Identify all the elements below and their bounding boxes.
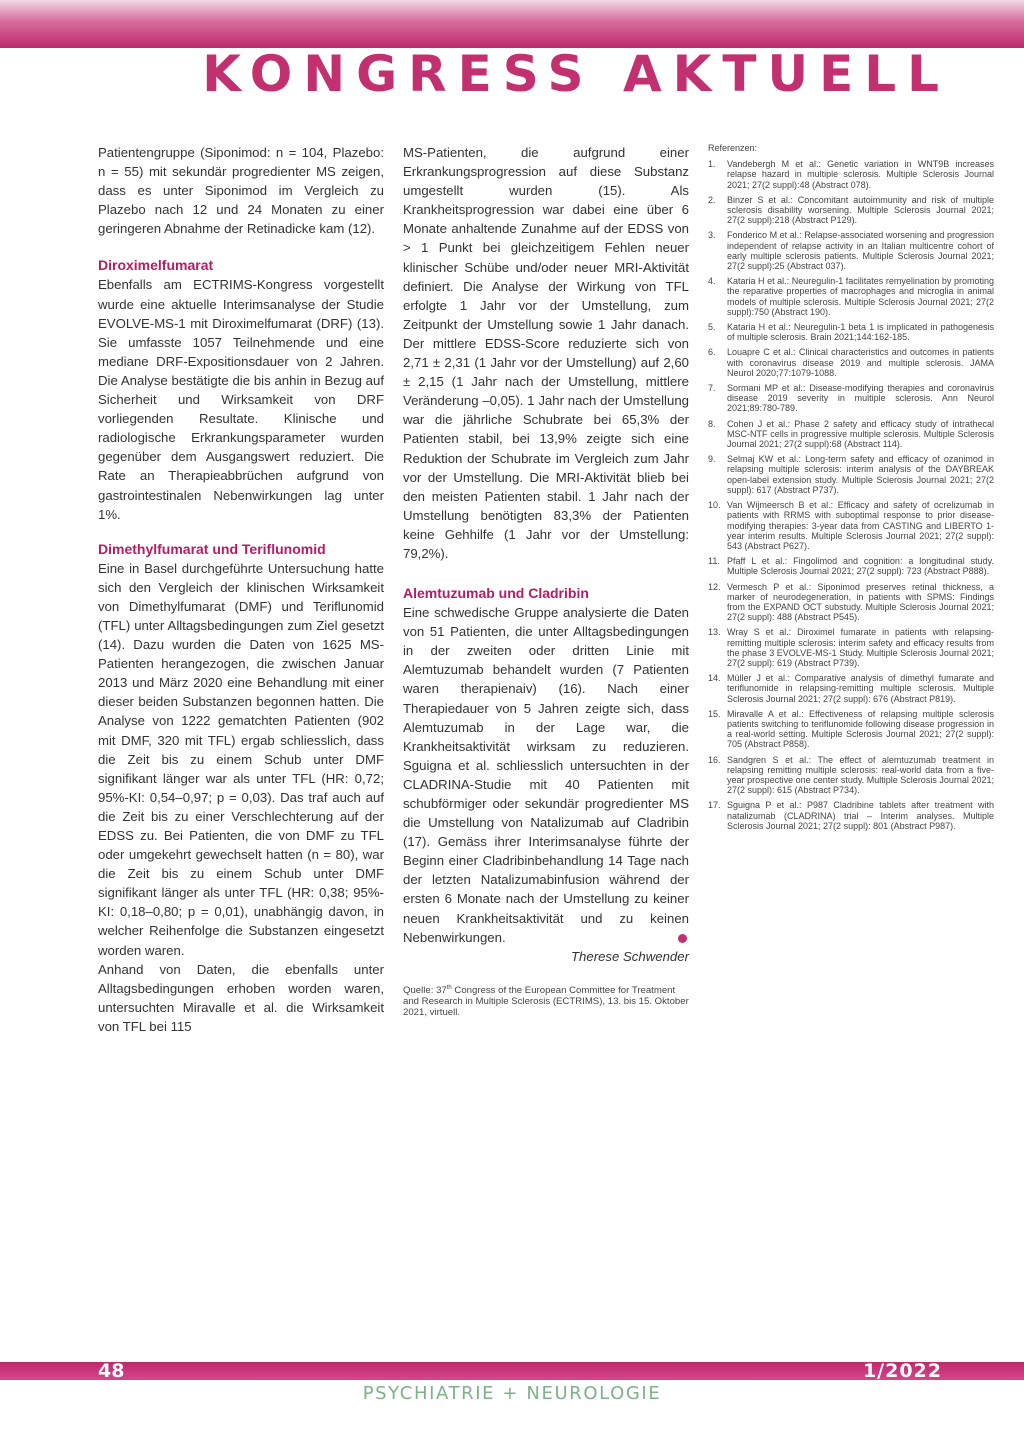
reference-item [708,383,994,414]
reference-number: 4. [708,276,716,287]
reference-text: Müller J et al.: Comparative analysis of dimethyl fumarate and teriflunomide in relapsing-remitting multiple sclerosis. Multiple Sclerosis Journal 2021; 27(2 suppl): 676 (Abstract P819). [727,673,994,704]
reference-item [708,673,994,704]
reference-number: 17. [708,800,721,811]
reference-text: Binzer S et al.: Concomitant autoimmunity and risk of multiple sclerosis disability worsening. Multiple Sclerosis Journal 2021; 27(2 suppl):218 (Abstract P129). [727,194,994,226]
reference-text: Fonderico M et al.: Relapse-associated worsening and progression independent of relapse activity in an Italian multicentre cohort of early multiple sclerosis patients. Multiple Sclerosis Journal 2021; 27(2 suppl):25 (Abstract 037). [727,230,994,272]
journal-name: PSYCHIATRIE + NEUROLOGIE [362,1383,662,1404]
reference-number: 16. [708,754,721,765]
reference-list [708,159,994,831]
reference-item [708,500,994,551]
reference-item [708,195,994,226]
source-sup: th [446,984,452,991]
reference-item [708,627,994,668]
reference-text: Kataria H et al.: Neuregulin-1 facilitates remyelination by promoting the reparative properties of macrophages and microglia in animal models of multiple sclerosis. Multiple Sclerosis Journal 2021; 27(2 suppl):750 (Abstract 190). [727,276,994,317]
reference-text: Vandebergh M et al.: Genetic variation in WNT9B increases relapse hazard in multiple sclerosis. Multiple Sclerosis Journal 2021; 27(2 suppl):48 (Abstract 078). [727,159,994,190]
reference-text: Van Wijmeersch B et al.: Efficacy and safety of ocrelizumab in patients with RRMS with suboptimal response to prior disease-modifying therapies: 3-year data from CASTING and LIBERTO 1-year interim results. Multiple Sclerosis Journal 2021; 27(2 suppl): 543 (Abstract P627). [727,500,994,551]
reference-number: 2. [708,194,716,205]
reference-number: 11. [708,556,720,567]
reference-item [708,322,994,342]
reference-number: 3. [708,230,716,241]
reference-number: 15. [708,708,721,719]
header-bar [0,0,1024,48]
reference-number: 1. [708,159,716,170]
end-of-article-dot-icon [678,934,687,943]
paragraph-teriflunomid: Anhand von Daten, die ebenfalls unter Alltagsbedingungen erhoben worden waren, untersuchten Miravalle et al. die Wirksamkeit von TFL bei 115 [98,961,384,1034]
reference-number: 5. [708,322,716,333]
reference-item [708,276,994,317]
reference-number: 12. [708,581,721,592]
reference-text: Sandgren S et al.: The effect of alemtuzumab treatment in relapsing remitting multiple sclerosis: real-world data from a five-year prospective one center study. Multiple Sclerosis Journal 2021; 27(2 suppl): 615 (Abstract P734). [727,754,994,796]
reference-text: Cohen J et al.: Phase 2 safety and efficacy study of intrathecal MSC-NTF cells in progressive multiple sclerosis. Multiple Sclerosis Journal 2021; 27(2 suppl):68 (Abstract 114). [727,418,994,450]
article-column-2 [403,143,689,1018]
reference-text: Kataria H et al.: Neuregulin-1 beta 1 is implicated in pathogenesis of multiple sclerosis. Brain 2021;144:162-185. [727,322,994,343]
source-note [403,983,689,1018]
reference-text: Miravalle A et al.: Effectiveness of relapsing multiple sclerosis patients switching to teriflunomide following disease progression in a real-world setting. Multiple Sclerosis Journal 2021; 27(2 suppl): 705 (Abstract P858). [727,708,994,750]
heading-diroximelfumarat: Diroximelfumarat [98,257,214,274]
article-column-1 [98,143,384,1036]
reference-item [708,755,994,796]
reference-text: Vermesch P et al.: Siponimod preserves retinal thickness, a marker of neurodegeneration, in patients with SPMS: Findings from the EXPAND OCT substudy. Multiple Sclerosis Journal 2021; 27(2 suppl): 488 (Abstract P545). [727,581,994,623]
paragraph-alemtuzumab-wrap [403,603,689,947]
reference-item [708,230,994,271]
heading-dimethylfumarat: Dimethylfumarat und Teriflunomid [98,540,326,557]
paragraph-dimethylfumarat: Eine in Basel durchgeführte Untersuchung hatte sich den Vergleich der klinischen Wirksamkeit von Dimethylfumarat (DMF) und Teriflunomid (TFL) unter Alltagsbedingungen zum Ziel gesetzt (14). Dazu wurden die Daten von 1625 MS-Patienten herangezogen, die zwischen Januar 2013 und März 2020 eine Behandlung mit einer dieser beiden Substanzen begonnen hatten. Die Analyse von 1222 gematchten Patienten (902 mit DMF, 320 mit TFL) ergab schliesslich, dass die Zeit bis zu einem Schub unter DMF signifikant länger war als unter TFL (HR: 0,72; 95%-KI: 0,54–0,97; p = 0,03). Das traf auch auf die Zeit bis zu einer Verschlechterung auf der EDSS zu. Bei Patienten, die von DMF zu TFL oder umgekehrt gewechselt hatten (n = 80), war die Zeit bis zu einem Schub unter DMF signifikant länger als unter TFL (HR: 0,38; 95%-KI: 0,18–0,80; p = 0,01), unabhängig davon, in welcher Reihenfolge die Substanzen eingesetzt worden waren. [98,560,384,958]
reference-item [708,347,994,378]
paragraph-tfl-switch: MS-Patienten, die aufgrund einer Erkrankungsprogression auf diese Substanz umgestellt wurden (15). Als Krankheitsprogression war dabei eine über 6 Monate anhaltende Zunahme auf der EDSS von > 1 Punkt bei gleichzeitigem Fehlen neuer klinischer Schübe und/oder neuer MRI-Aktivität definiert. Die Analyse der Wirkung von TFL erfolgte 1 Jahr vor der Umstellung, zum Zeitpunkt der Umstellung sowie 1 Jahr danach. Der mittlere EDSS-Score reduzierte sich von 2,71 ± 2,31 (1 Jahr vor der Umstellung) auf 2,60 ± 2,15 (1 Jahr nach der Umstellung, mittlere Veränderung –0,05). 1 Jahr nach der Umstellung war die jährliche Schubrate bei 65,3% der Patienten stabil, bei 13,9% zeigte sich eine Reduktion der Schubrate im Vergleich zum Jahr vor der Umstellung. Die MRI-Aktivität blieb bei den meisten Patienten stabil. 1 Jahr nach der Umstellung benötigten 83,3% der Patienten keine Gehhilfe (1 Jahr vor der Umstellung: 79,2%). [403,145,689,561]
author: Therese Schwender [570,948,689,964]
reference-text: Sguigna P et al.: P987 Cladribine tablets after treatment with natalizumab (CLADRINA) trial – Interim analyses. Multiple Sclerosis Journal 2021; 27(2 suppl): 801 (Abstract P987). [727,800,994,831]
heading-alemtuzumab: Alemtuzumab und Cladribin [403,585,589,602]
reference-item [708,709,994,750]
references [708,143,994,836]
paragraph-diroximelfumarat: Ebenfalls am ECTRIMS-Kongress vorgestellt wurde eine aktuelle Interimsanalyse der Studie EVOLVE-MS-1 mit Diroximelfumarat (DRF) (13). Sie umfasste 1057 Teilnehmende und eine mediane DRF-Expositionsdauer von 2 Jahren. Die Analyse bestätigte die bis anhin in Bezug auf Sicherheit und Wirksamkeit von DRF vorliegenden Resultate. Klinische und radiologische Erkrankungsparameter wurden gegenüber dem Ausgangswert reduziert. Die Rate an Therapieabbrüchen aufgrund von gastrointestinalen Nebenwirkungen lag unter 1%. [98,277,384,522]
source-rest: Congress of the European Committee for Treatment and Research in Multiple Sclerosis (ECTRIMS), 13. bis 15. Oktober 2021, virtuell. [403,985,689,1019]
section-title: KONGRESS AKTUELL [202,45,950,103]
reference-item [708,419,994,450]
reference-item [708,556,994,576]
reference-item [708,800,994,831]
reference-text: Pfaff L et al.: Fingolimod and cognition: a longitudinal study. Multiple Sclerosis Journal 2021; 27(2 suppl): 723 (Abstract P888). [727,556,994,577]
reference-text: Louapre C et al.: Clinical characteristics and outcomes in patients with coronavirus disease 2019 and multiple sclerosis. JAMA Neurol 2020;77:1079-1088. [727,347,994,378]
reference-number: 9. [708,454,716,465]
references-title: Referenzen: [708,143,758,153]
reference-number: 8. [708,418,716,429]
paragraph-siponimod: Patientengruppe (Siponimod: n = 104, Plazebo: n = 55) mit sekundär progredienter MS zeigen, dass es unter Siponimod im Vergleich zu Plazebo nach 12 und 24 Monaten zu einer geringeren Abnahme der Retinadicke kam (12). [98,145,384,237]
reference-item [708,582,994,623]
reference-item [708,159,994,190]
reference-number: 6. [708,347,716,358]
source-prefix: Quelle: 37 [403,985,447,997]
issue-number: 1/2022 [862,1360,942,1382]
paragraph-alemtuzumab: Eine schwedische Gruppe analysierte die Daten von 51 Patienten, die unter Alltagsbedingungen in der zweiten oder dritten Linie mit Alemtuzumab behandelt wurden (7 Patienten waren therapienaiv) (16). Nach einer Therapiedauer von 5 Jahren zeigte sich, dass Alemtuzumab in der Lage war, die Krankheitsaktivität wirksam zu reduzieren. Sguigna et al. schliesslich untersuchten in der CLADRINA-Studie mit 40 Patienten mit schubförmiger oder sekundär progredienter MS die Umstellung von Natalizumab auf Cladribin (17). Gemäss ihrer Interimsanalyse führte der Beginn einer Cladribinbehandlung 14 Tage nach der letzten Natalizumabinfusion während der ersten 6 Monate nach der Umstellung zu keiner neuen Krankheitsaktivität und zu keinen Nebenwirkungen. [403,605,689,945]
reference-number: 13. [708,627,721,638]
reference-text: Selmaj KW et al.: Long-term safety and efficacy of ozanimod in relapsing multiple sclerosis: interim analysis of the DAYBREAK open-label extension study. Multiple Sclerosis Journal 2021; 27(2 suppl): 617 (Abstract P737). [727,454,994,495]
reference-text: Wray S et al.: Diroximel fumarate in patients with relapsing-remitting multiple sclerosis: interim safety and efficacy results from the phase 3 EVOLVE-MS-1 Study. Multiple Sclerosis Journal 2021; 27(2 suppl): 619 (Abstract P739). [727,627,994,668]
reference-number: 10. [708,500,721,511]
reference-item [708,454,994,495]
page-number: 48 [98,1360,125,1382]
reference-text: Sormani MP et al.: Disease-modifying therapies and coronavirus disease 2019 severity in multiple sclerosis. Ann Neurol 2021;89:780-789. [727,383,994,414]
reference-number: 14. [708,673,721,684]
reference-number: 7. [708,383,716,394]
